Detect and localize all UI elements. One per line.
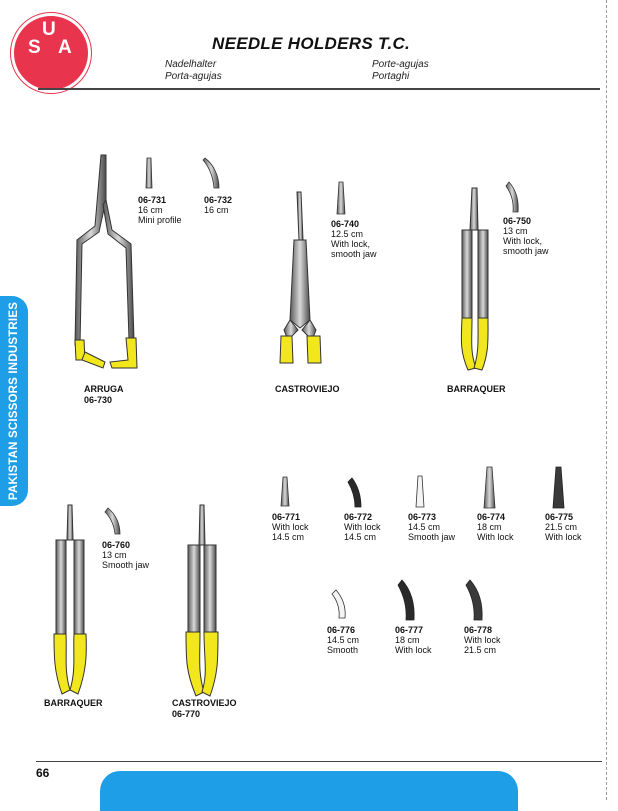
size-731: 16 cm xyxy=(138,205,163,215)
tip-760-icon xyxy=(105,508,120,534)
label-772 xyxy=(344,512,381,542)
barraquer-instrument-1 xyxy=(461,188,488,370)
castroviejo-instrument-2 xyxy=(186,505,218,696)
label-771 xyxy=(272,512,309,542)
code-740: 06-740 xyxy=(331,219,360,229)
translation-spanish: Porta-agujas xyxy=(165,71,222,82)
logo-letter-s: S xyxy=(28,37,41,58)
size-732: 16 cm xyxy=(204,205,229,215)
arruga-code: 06-730 xyxy=(84,395,113,405)
l1-775: 21.5 cm xyxy=(545,522,578,532)
side-tab-label: PAKISTAN SCISSORS INDUSTRIES xyxy=(8,301,20,501)
label-740 xyxy=(331,219,377,259)
castroviejo-2-label xyxy=(172,698,237,720)
translation-french: Porte-agujas xyxy=(372,59,429,70)
castroviejo-2-name: CASTROVIEJO xyxy=(172,698,237,708)
label-775 xyxy=(545,512,582,542)
code-778: 06-778 xyxy=(464,625,493,635)
label-777 xyxy=(395,625,432,655)
translation-italian: Portaghi xyxy=(372,71,410,82)
note2-740: smooth jaw xyxy=(331,249,377,259)
tip-777-icon xyxy=(398,580,414,620)
label-774 xyxy=(477,512,514,542)
logo-letter-a: A xyxy=(58,37,72,58)
l2-774: With lock xyxy=(477,532,514,542)
size-760: 13 cm xyxy=(102,550,127,560)
code-760: 06-760 xyxy=(102,540,131,550)
l2-778: 21.5 cm xyxy=(464,645,497,655)
arruga-label xyxy=(84,384,124,406)
l2-777: With lock xyxy=(395,645,432,655)
tip-732-icon xyxy=(203,158,219,188)
code-775: 06-775 xyxy=(545,512,574,522)
code-773: 06-773 xyxy=(408,512,437,522)
code-750: 06-750 xyxy=(503,216,532,226)
tip-775-icon xyxy=(553,467,564,508)
code-771: 06-771 xyxy=(272,512,301,522)
code-774: 06-774 xyxy=(477,512,506,522)
note-731: Mini profile xyxy=(138,215,182,225)
note2-750: smooth jaw xyxy=(503,246,549,256)
tip-731-icon xyxy=(146,158,152,188)
tip-772-icon xyxy=(348,478,361,507)
label-776 xyxy=(327,625,359,655)
barraquer-2-label: BARRAQUER xyxy=(44,698,103,708)
code-772: 06-772 xyxy=(344,512,373,522)
label-773 xyxy=(408,512,455,542)
l1-778: With lock xyxy=(464,635,501,645)
tip-774-icon xyxy=(484,467,495,508)
l2-771: 14.5 cm xyxy=(272,532,305,542)
page-title: NEEDLE HOLDERS T.C. xyxy=(212,34,411,53)
arruga-name: ARRUGA xyxy=(84,384,124,394)
code-732: 06-732 xyxy=(204,195,233,205)
l1-774: 18 cm xyxy=(477,522,502,532)
note1-750: With lock, xyxy=(503,236,543,246)
label-731 xyxy=(138,195,182,225)
page-number: 66 xyxy=(36,766,50,780)
size-750: 13 cm xyxy=(503,226,528,236)
l1-772: With lock xyxy=(344,522,381,532)
castroviejo-instrument-1 xyxy=(280,192,321,363)
barraquer-1-label: BARRAQUER xyxy=(447,384,506,394)
size-740: 12.5 cm xyxy=(331,229,364,239)
note1-740: With lock, xyxy=(331,239,371,249)
note-760: Smooth jaw xyxy=(102,560,150,570)
logo-subtext: DENTAL xyxy=(21,60,85,67)
tip-776-icon xyxy=(332,590,345,618)
tip-778-icon xyxy=(466,580,482,620)
castroviejo-1-label: CASTROVIEJO xyxy=(275,384,340,394)
label-760 xyxy=(102,540,149,570)
label-732 xyxy=(204,195,232,215)
l2-773: Smooth jaw xyxy=(408,532,456,542)
arruga-instrument xyxy=(75,155,137,368)
barraquer-instrument-2 xyxy=(54,505,86,694)
l2-775: With lock xyxy=(545,532,582,542)
code-777: 06-777 xyxy=(395,625,424,635)
footer-rule xyxy=(36,761,602,762)
tip-773-icon xyxy=(416,476,424,507)
tip-750-icon xyxy=(506,182,518,212)
logo-letter-u: U xyxy=(42,19,56,40)
l1-777: 18 cm xyxy=(395,635,420,645)
l2-776: Smooth xyxy=(327,645,359,655)
label-778 xyxy=(464,625,501,655)
tip-740-icon xyxy=(337,182,345,214)
footer-bar xyxy=(100,771,518,811)
l1-773: 14.5 cm xyxy=(408,522,441,532)
code-776: 06-776 xyxy=(327,625,356,635)
l2-772: 14.5 cm xyxy=(344,532,377,542)
tip-771-icon xyxy=(281,477,289,506)
code-731: 06-731 xyxy=(138,195,167,205)
translation-german: Nadelhalter xyxy=(165,59,217,70)
label-750 xyxy=(503,216,549,256)
castroviejo-2-code: 06-770 xyxy=(172,709,201,719)
l1-771: With lock xyxy=(272,522,309,532)
l1-776: 14.5 cm xyxy=(327,635,360,645)
